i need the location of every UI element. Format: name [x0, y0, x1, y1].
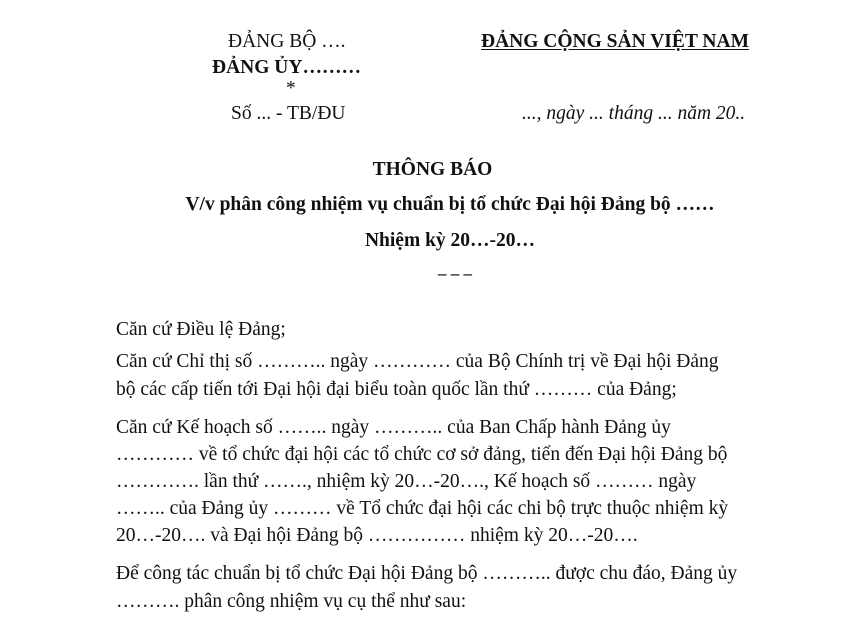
party-executive: ĐẢNG ỦY………: [212, 57, 361, 78]
place-date: ..., ngày ... tháng ... năm 20..: [522, 103, 746, 124]
header-star: *: [286, 78, 296, 99]
notice-subject: V/v phân công nhiệm vụ chuẩn bị tổ chức Đại hội Đảng bộ ……: [185, 194, 715, 215]
body-paragraph-4-line-1: Để công tác chuẩn bị tổ chức Đại hội Đảng bộ ……….. được chu đáo, Đảng ủy: [116, 563, 738, 584]
body-paragraph-2-line-2: bộ các cấp tiến tới Đại hội đại biểu toàn quốc lần thứ ……… của Đảng;: [116, 379, 677, 400]
body-paragraph-3-line-5: 20…-20…. và Đại hội Đảng bộ …………… nhiệm kỳ 20…-20….: [116, 525, 638, 546]
party-committee: ĐẢNG BỘ ….: [228, 31, 346, 52]
body-paragraph-3-line-1: Căn cứ Kế hoạch số …….. ngày ……….. của Ban Chấp hành Đảng ủy: [116, 417, 671, 438]
body-paragraph-3-line-4: …….. của Đảng ủy ……… về Tổ chức đại hội các chi bộ trực thuộc nhiệm kỳ: [116, 498, 729, 519]
document-number: Số ... - TB/ĐU: [231, 103, 346, 124]
body-paragraph-3-line-2: ………… về tổ chức đại hội các tổ chức cơ sở đảng, tiến đến Đại hội Đảng bộ: [116, 444, 728, 465]
body-paragraph-1: Căn cứ Điều lệ Đảng;: [116, 319, 286, 340]
notice-term: Nhiệm kỳ 20…-20…: [364, 230, 536, 251]
title-separator: – – –: [438, 264, 472, 283]
national-title: ĐẢNG CỘNG SẢN VIỆT NAM: [481, 31, 749, 52]
body-paragraph-3-line-3: …………. lần thứ ……., nhiệm kỳ 20…-20…., Kế hoạch số ……… ngày: [116, 471, 697, 492]
body-paragraph-4-line-2: ………. phân công nhiệm vụ cụ thể như sau:: [116, 591, 467, 612]
body-paragraph-2-line-1: Căn cứ Chỉ thị số ……….. ngày ………… của Bộ Chính trị về Đại hội Đảng: [116, 351, 719, 372]
notice-heading: THÔNG BÁO: [372, 159, 493, 180]
